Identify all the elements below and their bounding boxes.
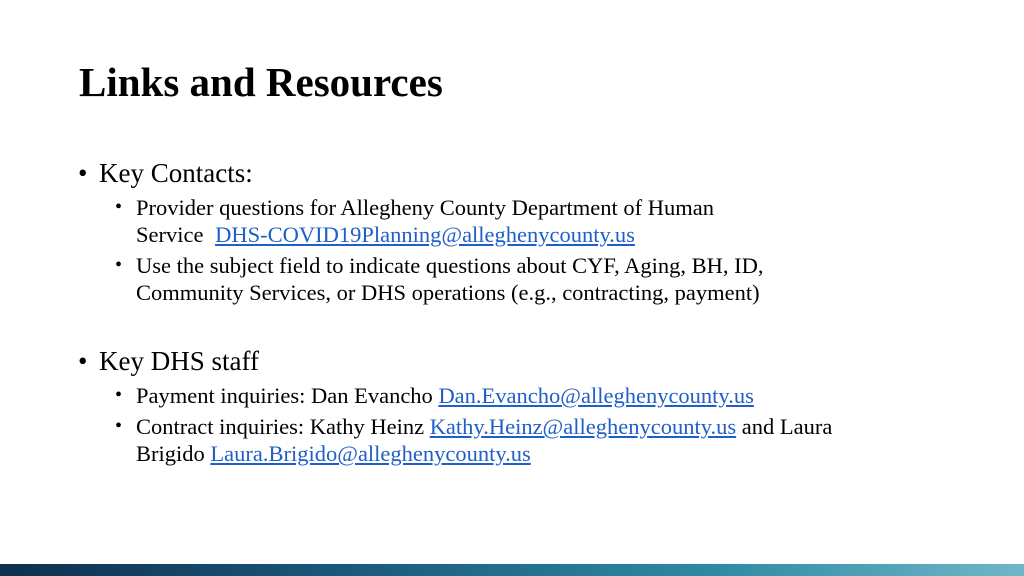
bullet-icon: • <box>115 384 123 406</box>
section-heading: Key DHS staff <box>99 346 259 376</box>
sub-bullet-provider-questions <box>115 194 978 248</box>
section-key-dhs-staff <box>78 344 978 467</box>
sub-bullet-text: Use the subject field to indicate questions about CYF, Aging, BH, ID, <box>136 253 764 278</box>
sub-bullet-text: Service <box>136 222 204 247</box>
bullet-icon: • <box>115 196 123 218</box>
section-heading: Key Contacts: <box>99 158 253 188</box>
slide-title: Links and Resources <box>79 59 443 105</box>
sub-bullet-text: Community Services, or DHS operations (e.g., contracting, payment) <box>136 280 760 305</box>
bullet-icon: • <box>115 415 123 437</box>
sub-bullet-text: Payment inquiries: Dan Evancho <box>136 383 433 408</box>
email-link-kathy-heinz[interactable]: Kathy.Heinz@alleghenycounty.us <box>429 414 737 439</box>
bullet-key-contacts <box>78 156 978 190</box>
sub-bullet-text: Provider questions for Allegheny County Department of Human <box>136 195 715 220</box>
email-link-dhs-covid19[interactable]: DHS-COVID19Planning@alleghenycounty.us <box>215 222 635 247</box>
sub-bullet-text: Brigido <box>136 441 205 466</box>
bullet-icon: • <box>115 254 123 276</box>
sub-bullet-subject-field <box>115 252 978 306</box>
bullet-icon: • <box>78 346 88 376</box>
sub-bullet-text: and Laura <box>741 414 833 439</box>
bullet-icon: • <box>78 158 88 188</box>
footer-gradient-band <box>0 564 1024 576</box>
email-link-laura-brigido[interactable]: Laura.Brigido@alleghenycounty.us <box>210 441 531 466</box>
section-key-contacts <box>78 156 978 306</box>
sub-bullet-contract-inquiries <box>115 413 978 467</box>
sub-bullet-payment-inquiries <box>115 382 978 409</box>
email-link-dan-evancho[interactable]: Dan.Evancho@alleghenycounty.us <box>438 383 754 408</box>
bullet-key-dhs-staff <box>78 344 978 378</box>
sub-bullet-text: Contract inquiries: Kathy Heinz <box>136 414 425 439</box>
